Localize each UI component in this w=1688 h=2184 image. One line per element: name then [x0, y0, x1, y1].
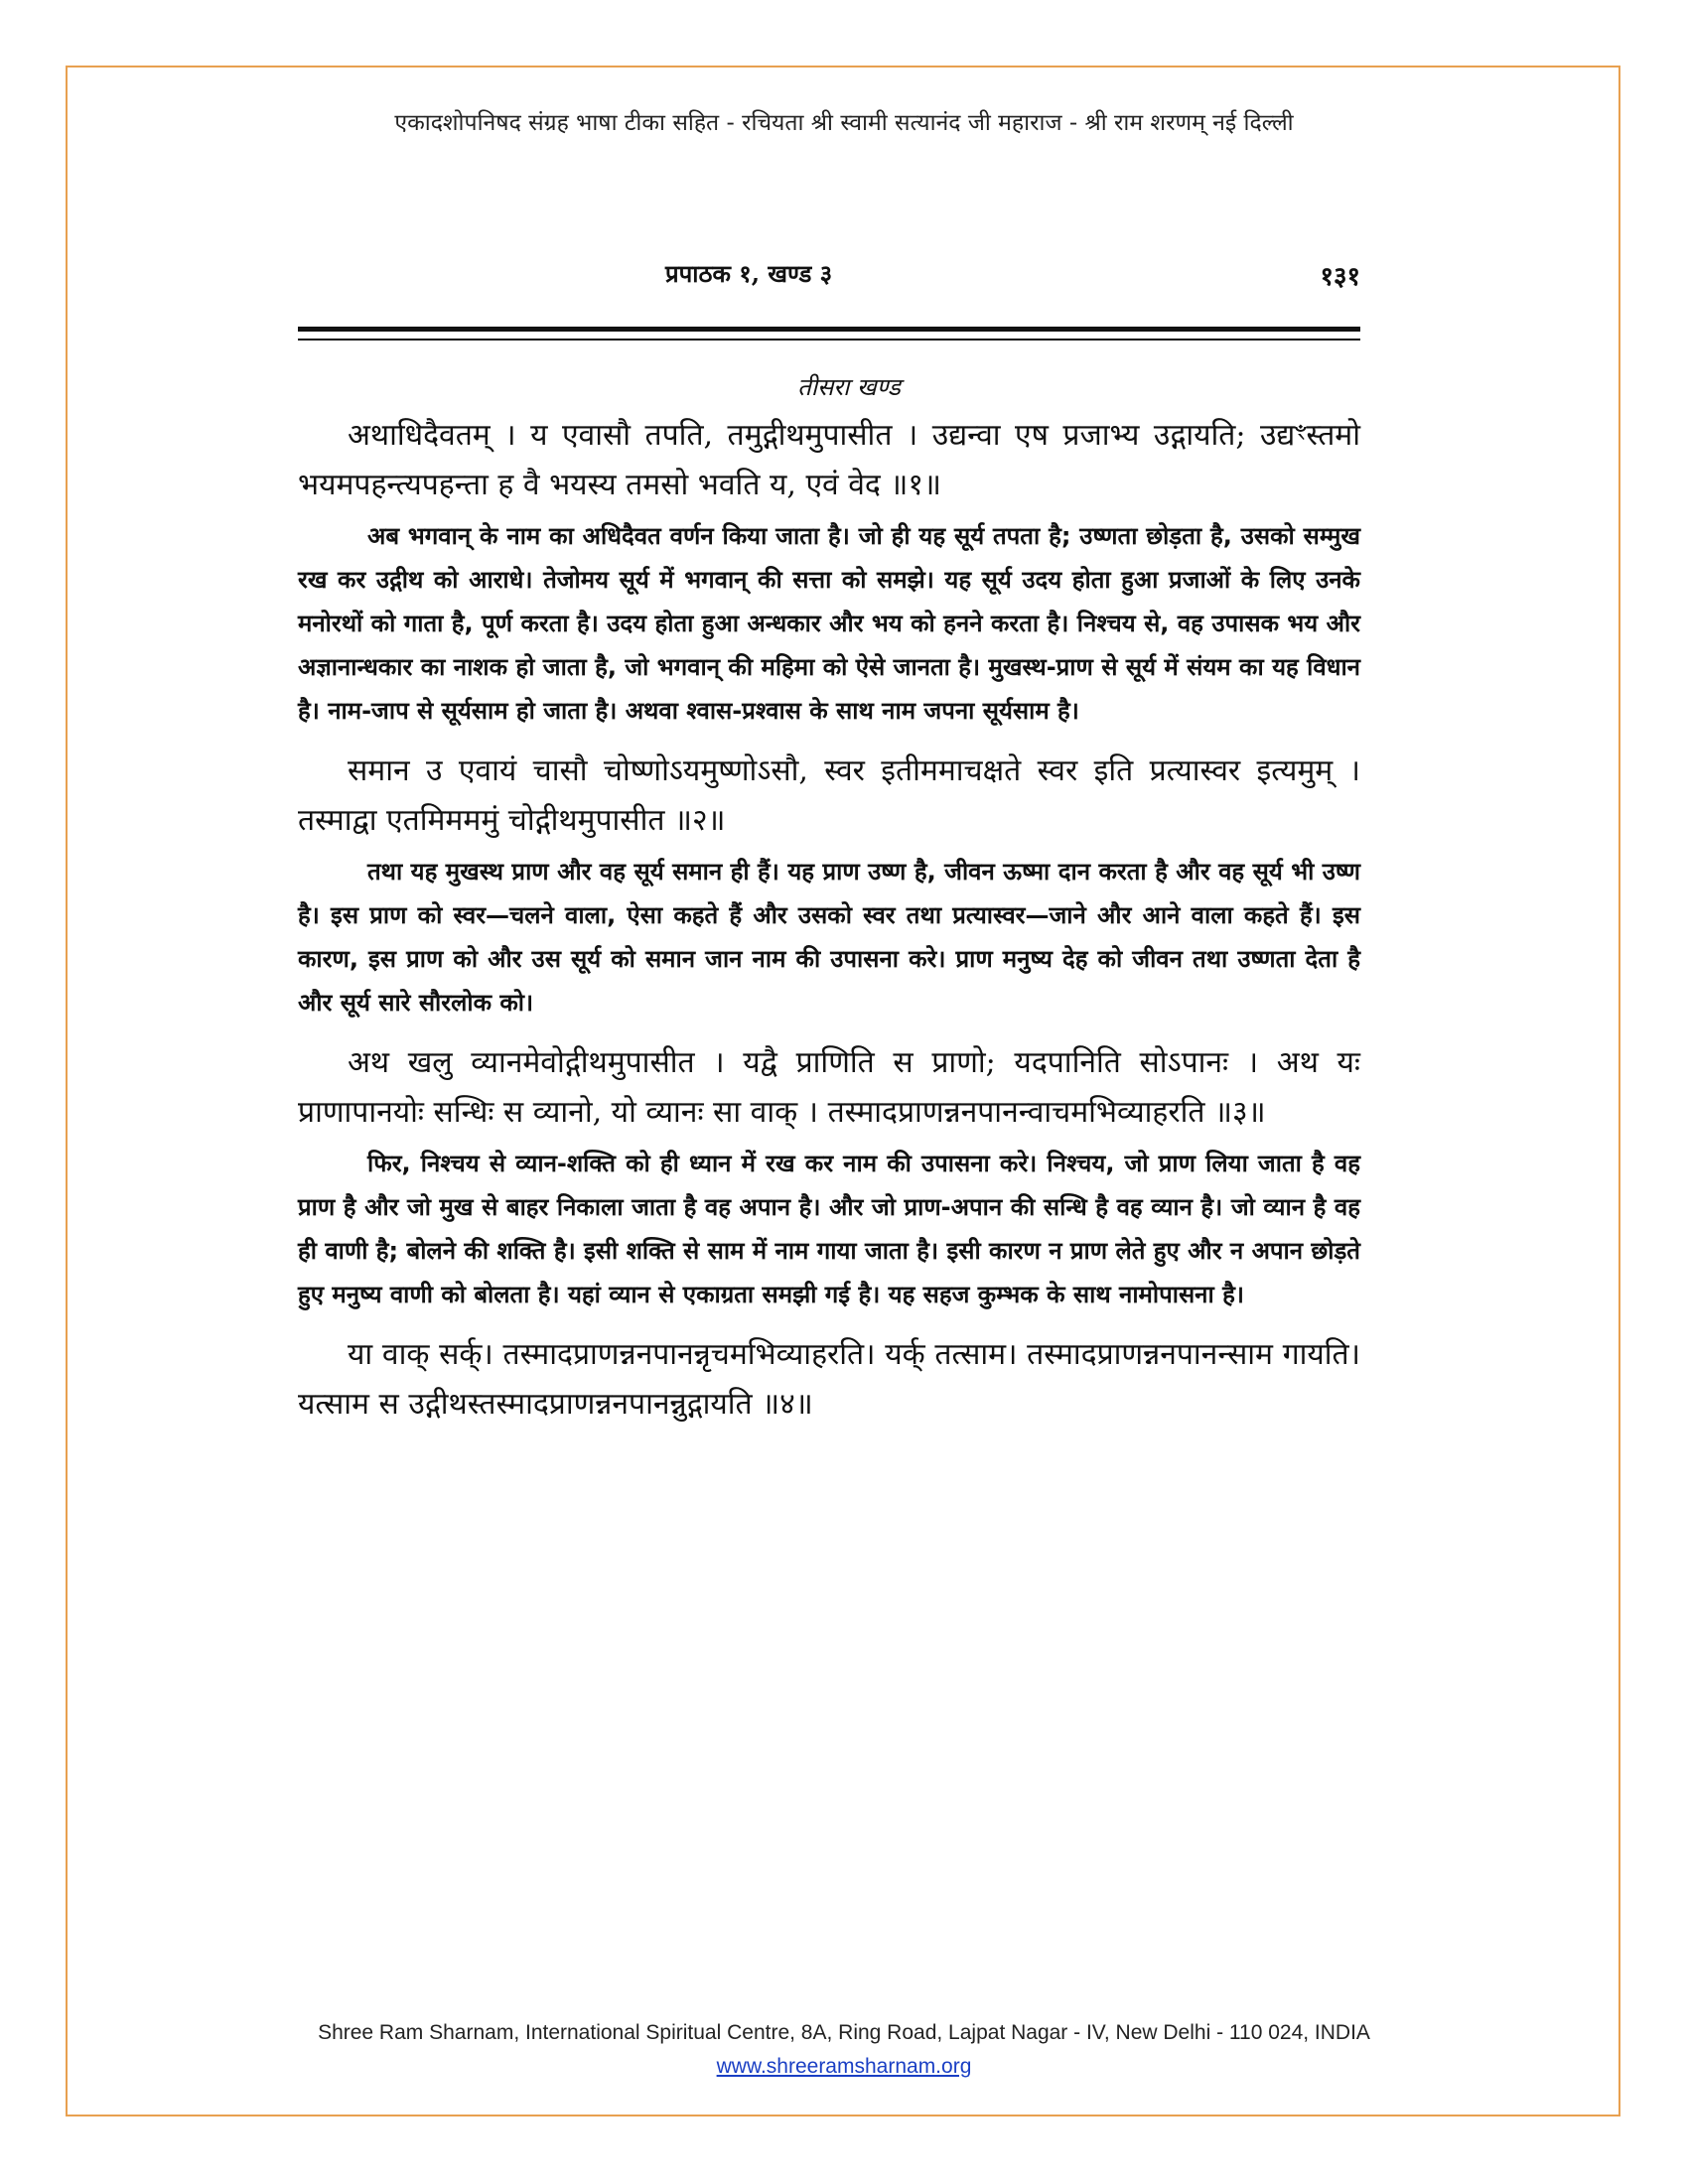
- header-rule-thin: [298, 339, 1360, 341]
- footer-address: Shree Ram Sharnam, International Spiritual Centre, 8A, Ring Road, Lajpat Nagar - IV, New Delhi - 110 024, INDIA: [318, 2021, 1370, 2044]
- header-rule: [298, 327, 1360, 332]
- running-head: प्रपाठक १, खण्ड ३: [665, 259, 833, 288]
- verse-1: अथाधिदैवतम् । य एवासौ तपति, तमुद्गीथमुपासीत । उद्यन्वा एष प्रजाभ्य उद्गायति; उद्यꣳस्तमो भयमपहन्त्यपहन्ता ह वै भयस्य तमसो भवति य, एवं वेद ॥१॥: [298, 418, 1360, 502]
- verse-2: समान उ एवायं चासौ चोष्णोऽयमुष्णोऽसौ, स्वर इतीममाचक्षते स्वर इति प्रत्यास्वर इत्यमुम् । तस्माद्वा एतमिमममुं चोद्गीथमुपासीत ॥२॥: [298, 753, 1360, 838]
- website-link[interactable]: www.shreeramsharnam.org: [716, 2055, 972, 2078]
- commentary-2: तथा यह मुखस्थ प्राण और वह सूर्य समान ही हैं। यह प्राण उष्ण है, जीवन ऊष्मा दान करता है और वह सूर्य भी उष्ण है। इस प्राण को स्वर—चलने वाला, ऐसा कहते हैं और उसको स्वर तथा प्रत्यास्वर—जाने और आने वाला कहते हैं। इस कारण, इस प्राण को और उस सूर्य को समान जान नाम की उपासना करे। प्राण मनुष्य देह को जीवन तथा उष्णता देता है और सूर्य सारे सौरलोक को।: [298, 858, 1360, 1017]
- page-number: १३१: [1320, 262, 1360, 292]
- document-header: एकादशोपनिषद संग्रह भाषा टीका सहित - रचियता श्री स्वामी सत्यानंद जी महाराज - श्री राम शरणम् नई दिल्ली: [394, 110, 1294, 136]
- verse-4: या वाक् सर्क्। तस्मादप्राणन्ननपानन्नृचमभिव्याहरति। यर्क् तत्साम। तस्मादप्राणन्ननपानन्साम गायति। यत्साम स उद्गीथस्तस्मादप्राणन्ननपानन्नुद्गायति ॥४॥: [298, 1337, 1360, 1422]
- scanned-page: [298, 253, 1370, 1931]
- commentary-1: अब भगवान् के नाम का अधिदैवत वर्णन किया जाता है। जो ही यह सूर्य तपता है; उष्णता छोड़ता है, उसको सम्मुख रख कर उद्गीथ को आराधे। तेजोमय सूर्य में भगवान् की सत्ता को समझे। यह सूर्य उदय होता हुआ प्रजाओं के लिए उनके मनोरथों को गाता है, पूर्ण करता है। उदय होता हुआ अन्धकार और भय को हनने करता है। निश्चय से, वह उपासक भय और अज्ञानान्धकार का नाशक हो जाता है, जो भगवान् की महिमा को ऐसे जानता है। मुखस्थ-प्राण से सूर्य में संयम का यह विधान है। नाम-जाप से सूर्यसाम हो जाता है। अथवा श्वास-प्रश्वास के साथ नाम जपना सूर्यसाम है।: [298, 522, 1360, 725]
- verse-3: अथ खलु व्यानमेवोद्गीथमुपासीत । यद्वै प्राणिति स प्राणो; यदपानिति सोऽपानः । अथ यः प्राणापानयोः सन्धिः स व्यानो, यो व्यानः सा वाक् । तस्मादप्राणन्ननपानन्वाचमभिव्याहरति ॥३॥: [298, 1045, 1360, 1130]
- page-content: [298, 370, 1360, 1430]
- commentary-3: फिर, निश्चय से व्यान-शक्ति को ही ध्यान में रख कर नाम की उपासना करे। निश्चय, जो प्राण लिया जाता है वह प्राण है और जो मुख से बाहर निकाला जाता है वह अपान है। और जो प्राण-अपान की सन्धि है वह व्यान है। जो व्यान है वह ही वाणी है; बोलने की शक्ति है। इसी शक्ति से साम में नाम गाया जाता है। इसी कारण न प्राण लेते हुए और न अपान छोड़ते हुए मनुष्य वाणी को बोलता है। यहां व्यान से एकाग्रता समझी गई है। यह सहज कुम्भक के साथ नामोपासना है।: [298, 1150, 1360, 1308]
- section-title: तीसरा खण्ड: [797, 373, 901, 401]
